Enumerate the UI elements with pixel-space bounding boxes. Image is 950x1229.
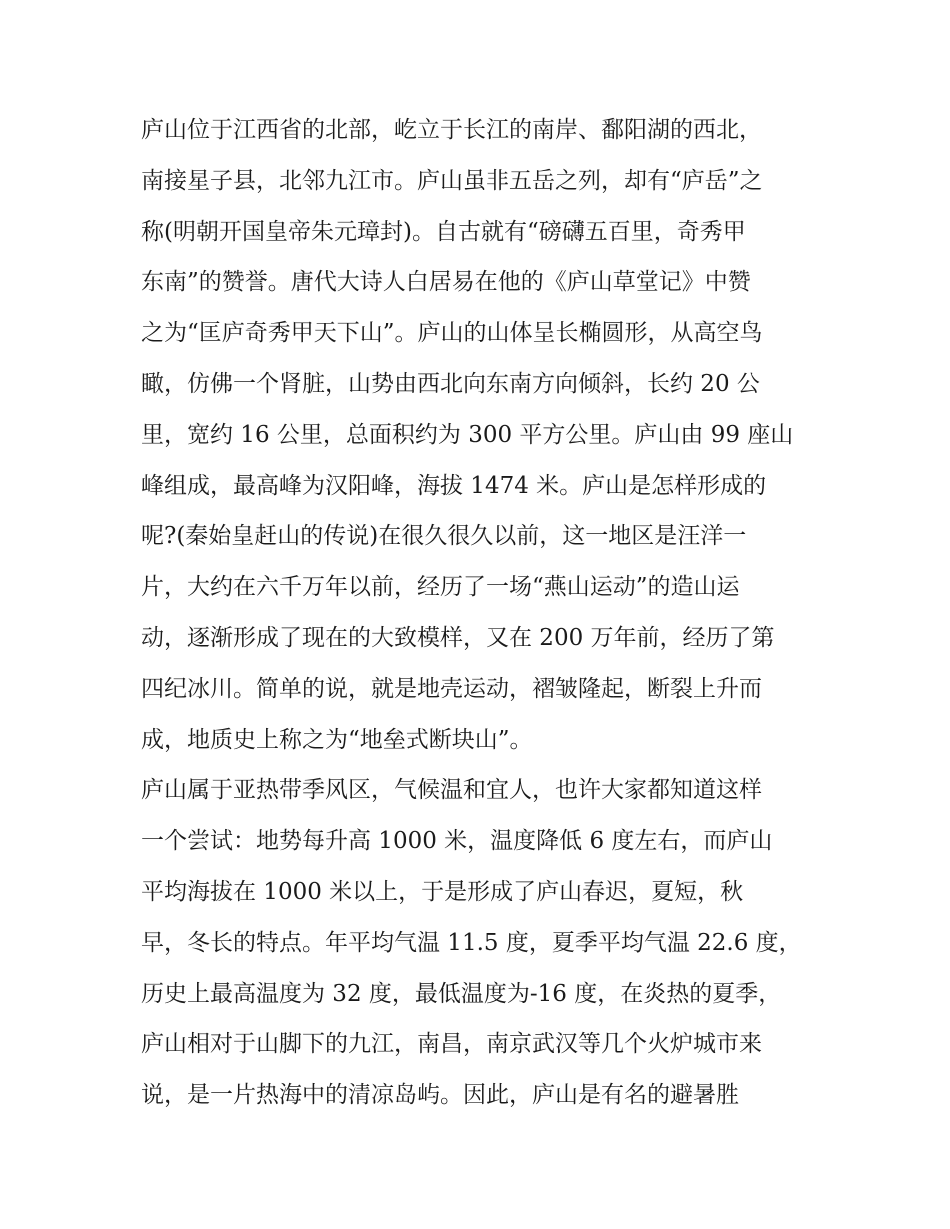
text-line: 平均海拔在 1000 米以上，于是形成了庐山春迟，夏短，秋: [141, 878, 744, 905]
text-line: 庐山相对于山脚下的九江，南昌，南京武汉等几个火炉城市来: [141, 1031, 762, 1058]
text-line: 四纪冰川。简单的说，就是地壳运动，褶皱隆起，断裂上升而: [141, 675, 762, 702]
text-line: 历史上最高温度为 32 度，最低温度为-16 度，在炎热的夏季，: [141, 980, 782, 1007]
text-line: 一个尝试：地势每升高 1000 米，温度降低 6 度左右，而庐山: [141, 828, 773, 855]
text-line: 呢?(秦始皇赶山的传说)在很久很久以前，这一地区是汪洋一: [141, 523, 747, 550]
text-line: 庐山位于江西省的北部，屹立于长江的南岸、鄱阳湖的西北，: [141, 117, 762, 143]
text-line: 动，逐渐形成了现在的大致模样，又在 200 万年前，经历了第: [141, 624, 775, 651]
text-line: 之为“匡庐奇秀甲天下山”。庐山的山体呈长椭圆形，从高空鸟: [141, 320, 763, 347]
body-text: [141, 105, 831, 1121]
text-line: 早，冬长的特点。年平均气温 11.5 度，夏季平均气温 22.6 度，: [141, 929, 802, 956]
text-line: 东南”的赞誉。唐代大诗人白居易在他的《庐山草堂记》中赞: [141, 269, 751, 296]
text-line: 南接星子县，北邻九江市。庐山虽非五岳之列，却有“庐岳”之: [141, 167, 763, 194]
text-line: 瞰，仿佛一个肾脏，山势由西北向东南方向倾斜，长约 20 公: [141, 370, 760, 397]
text-line: 成，地质史上称之为“地垒式断块山”。: [141, 726, 533, 753]
text-line: 片，大约在六千万年以前，经历了一场“燕山运动”的造山运: [141, 574, 740, 601]
text-line: 峰组成，最高峰为汉阳峰，海拔 1474 米。庐山是怎样形成的: [141, 472, 767, 499]
text-line: 里，宽约 16 公里，总面积约为 300 平方公里。庐山由 99 座山: [141, 421, 794, 448]
text-line: 称(明朝开国皇帝朱元璋封)。自古就有“磅礴五百里，奇秀甲: [141, 218, 746, 245]
text-line: 庐山属于亚热带季风区，气候温和宜人，也许大家都知道这样: [141, 777, 762, 804]
text-line: 说，是一片热海中的清凉岛屿。因此，庐山是有名的避暑胜: [141, 1082, 739, 1109]
